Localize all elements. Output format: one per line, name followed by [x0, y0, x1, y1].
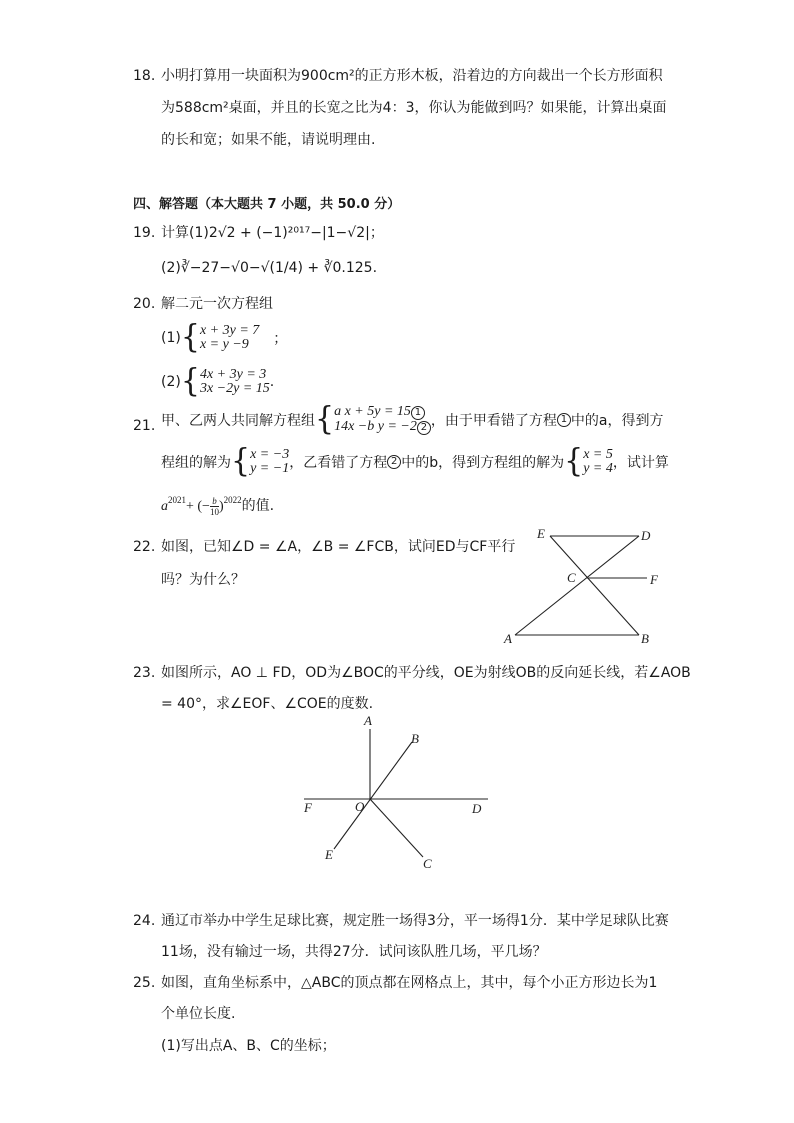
point-e-label: E [537, 526, 545, 541]
q19-part-2: (2)∛−27−√0−√(1/4) + ∛0.125. [161, 260, 378, 276]
circled-two-icon: 2 [387, 455, 401, 469]
left-brace-icon: { [231, 443, 251, 480]
q20-system-1 [161, 319, 288, 356]
q20-p2-tail: . [269, 374, 275, 390]
q21-line-2 [161, 443, 669, 480]
left-brace-icon: { [564, 443, 584, 480]
q20-p2-eq1: 4x + 3y = 3 [199, 367, 267, 382]
circled-two-icon: 2 [417, 421, 431, 435]
q18-number: 18. [133, 68, 156, 84]
q25-line-3: (1)写出点A、B、C的坐标； [161, 1038, 336, 1054]
q21-sol1-eq1: x = −3 [250, 447, 290, 462]
q21-sys-eq1: a x + 5y = 15 [334, 404, 411, 419]
left-brace-icon: { [180, 319, 200, 356]
q20-number: 20. [133, 296, 156, 312]
q24-number: 24. [133, 913, 156, 929]
q21-sys-eq2: 14x −b y = −2 [334, 419, 417, 434]
q21-text-f: 中的b，得到方程组的解为 [401, 455, 565, 471]
q21-line-1 [161, 401, 664, 438]
q24-line-1: 通辽市举办中学生足球比赛，规定胜一场得3分，平一场得1分．某中学足球队比赛 [161, 913, 669, 929]
q18-line-1: 小明打算用一块面积为900cm²的正方形木板，沿着边的方向裁出一个长方形面积 [161, 68, 663, 84]
q20-p1-tail: ； [273, 331, 288, 347]
q24-line-2: 11场，没有输过一场，共得27分．试问该队胜几场，平几场？ [161, 944, 547, 960]
q18-line-3: 的长和宽；如果不能，请说明理由. [161, 132, 376, 148]
q21-sol2-eq1: x = 5 [583, 447, 613, 462]
q21-number: 21. [133, 418, 156, 434]
q20-p1-eq1: x + 3y = 7 [199, 323, 260, 338]
q21-solution-2 [583, 448, 613, 476]
q25-line-2: 个单位长度. [161, 1006, 236, 1022]
point-e-label: E [325, 847, 333, 862]
q22-line-2: 吗？为什么？ [161, 572, 245, 588]
q20-p2-label: (2) [161, 374, 181, 390]
circled-one-icon: 1 [557, 413, 571, 427]
point-b-label: B [411, 731, 419, 746]
q20-system-2 [161, 363, 275, 400]
point-a-label: A [364, 713, 372, 728]
point-b-label: B [641, 631, 649, 646]
q21-line-3 [161, 496, 274, 517]
segment-eb [550, 536, 639, 635]
q19-part-1: 计算(1)2√2 + (−1)²⁰¹⁷−|1−√2|； [161, 225, 384, 241]
q21-text-e: ，乙看错了方程 [289, 455, 388, 471]
point-c-label: C [423, 856, 432, 871]
q22-line-1: 如图，已知∠D = ∠A，∠B = ∠FCB，试问ED与CF平行 [161, 539, 516, 555]
q23-line-1: 如图所示，AO ⊥ FD，OD为∠BOC的平分线，OE为射线OB的反向延长线，若∠AOB [161, 665, 691, 681]
point-f-label: F [304, 800, 312, 815]
q20-p1-eq2: x = y −9 [199, 337, 249, 352]
q21-sol2-eq2: y = 4 [583, 461, 613, 476]
q25-line-1: 如图，直角坐标系中，△ABC的顶点都在网格点上，其中，每个小正方形边长为1 [161, 975, 658, 991]
q20-p2-equations [200, 368, 270, 396]
q23-figure [298, 712, 498, 872]
point-c-label: C [567, 570, 576, 585]
left-brace-icon: { [180, 363, 200, 400]
q21-solution-1 [250, 448, 289, 476]
q23-number: 23. [133, 665, 156, 681]
q22-number: 22. [133, 539, 156, 555]
q21-text-c: 中的a，得到方 [570, 413, 664, 429]
q19-number: 19. [133, 225, 156, 241]
q21-text-b: ，由于甲看错了方程 [430, 413, 557, 429]
segment-da [515, 536, 639, 635]
q21-sol1-eq2: y = −1 [250, 461, 290, 476]
q21-expression: $a^{2021}+$ (− $\frac{b}{10}$ )$^{2022}$ [161, 495, 242, 518]
q21-text-h: 的值. [241, 498, 275, 514]
q21-text-d: 程组的解为 [161, 455, 231, 471]
point-a-label: A [504, 631, 512, 646]
q21-text-g: ，试计算 [612, 455, 669, 471]
q25-number: 25. [133, 975, 156, 991]
q20-p2-eq2: 3x −2y = 15 [199, 381, 270, 396]
point-o-label: O [355, 799, 365, 814]
ray-oc [370, 799, 423, 857]
point-f-label: F [650, 572, 658, 587]
q20-p1-label: (1) [161, 330, 181, 346]
q23-line-2: = 40°，求∠EOF、∠COE的度数. [161, 696, 374, 712]
left-brace-icon: { [315, 401, 335, 438]
point-d-label: D [472, 801, 482, 816]
section-heading: 四、解答题（本大题共 7 小题，共 50.0 分） [133, 197, 401, 212]
q20-p1-equations [200, 324, 259, 352]
circled-one-icon: 1 [411, 406, 425, 420]
q22-figure [495, 525, 675, 650]
point-d-label: D [641, 528, 651, 543]
q18-line-2: 为588cm²桌面，并且的长宽之比为4：3，你认为能做到吗？如果能，计算出桌面 [161, 100, 667, 116]
q21-text-a: 甲、乙两人共同解方程组 [161, 413, 315, 429]
q21-system [334, 405, 431, 435]
q20-title: 解二元一次方程组 [161, 296, 273, 312]
